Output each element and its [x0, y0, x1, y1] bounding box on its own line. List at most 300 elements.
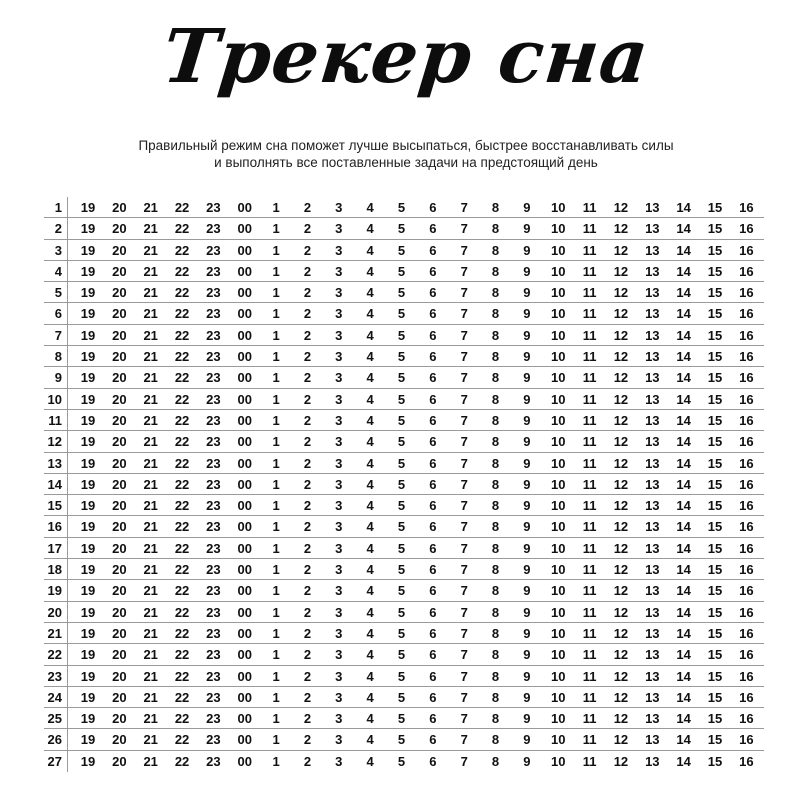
hour-cell-15[interactable]: 15: [707, 263, 723, 279]
hour-cell-9[interactable]: 9: [523, 455, 531, 471]
hour-cell-7[interactable]: 7: [460, 370, 468, 386]
hour-cell-12[interactable]: 12: [613, 732, 629, 748]
hour-cell-12[interactable]: 12: [613, 242, 629, 258]
hour-cell-21[interactable]: 21: [143, 562, 158, 578]
hour-cell-00[interactable]: 00: [237, 583, 252, 599]
hour-cell-14[interactable]: 14: [676, 647, 691, 663]
hour-cell-12[interactable]: 12: [613, 753, 629, 769]
hour-cell-00[interactable]: 00: [237, 455, 252, 471]
hour-cell-3[interactable]: 3: [335, 434, 343, 450]
hour-cell-16[interactable]: 16: [739, 221, 754, 237]
hour-cell-23[interactable]: 23: [206, 498, 221, 514]
hour-cell-4[interactable]: 4: [366, 498, 374, 514]
hour-cell-19[interactable]: 19: [80, 434, 96, 450]
hour-cell-2[interactable]: 2: [303, 668, 312, 684]
hour-cell-20[interactable]: 20: [112, 604, 127, 620]
hour-cell-21[interactable]: 21: [143, 583, 158, 599]
hour-cell-20[interactable]: 20: [112, 285, 127, 301]
hour-cell-4[interactable]: 4: [366, 711, 374, 727]
hour-cell-9[interactable]: 9: [523, 519, 531, 535]
hour-cell-3[interactable]: 3: [335, 583, 343, 599]
hour-cell-4[interactable]: 4: [366, 434, 374, 450]
hour-cell-13[interactable]: 13: [645, 476, 660, 492]
hour-cell-10[interactable]: 10: [551, 711, 566, 727]
hour-cell-14[interactable]: 14: [676, 476, 691, 492]
hour-cell-11[interactable]: 11: [582, 562, 597, 578]
hour-cell-14[interactable]: 14: [676, 412, 691, 428]
hour-cell-7[interactable]: 7: [460, 221, 468, 237]
hour-cell-3[interactable]: 3: [335, 732, 343, 748]
hour-cell-15[interactable]: 15: [707, 285, 723, 301]
hour-cell-7[interactable]: 7: [460, 455, 468, 471]
hour-cell-00[interactable]: 00: [237, 753, 252, 769]
hour-cell-20[interactable]: 20: [112, 242, 127, 258]
hour-cell-8[interactable]: 8: [491, 668, 500, 684]
hour-cell-10[interactable]: 10: [551, 306, 566, 322]
hour-cell-5[interactable]: 5: [397, 604, 406, 620]
hour-cell-14[interactable]: 14: [676, 285, 691, 301]
hour-cell-13[interactable]: 13: [645, 200, 660, 215]
hour-cell-10[interactable]: 10: [551, 562, 566, 578]
hour-cell-4[interactable]: 4: [366, 327, 374, 343]
hour-cell-1[interactable]: 1: [272, 647, 280, 663]
hour-cell-11[interactable]: 11: [582, 498, 597, 514]
hour-cell-1[interactable]: 1: [272, 349, 280, 365]
hour-cell-9[interactable]: 9: [523, 498, 531, 514]
hour-cell-10[interactable]: 10: [551, 221, 566, 237]
hour-cell-19[interactable]: 19: [80, 625, 96, 641]
hour-cell-1[interactable]: 1: [272, 498, 280, 514]
hour-cell-23[interactable]: 23: [206, 647, 221, 663]
hour-cell-13[interactable]: 13: [645, 540, 660, 556]
hour-cell-3[interactable]: 3: [335, 327, 343, 343]
hour-cell-21[interactable]: 21: [143, 604, 158, 620]
hour-cell-9[interactable]: 9: [523, 732, 531, 748]
hour-cell-6[interactable]: 6: [429, 412, 437, 428]
hour-cell-15[interactable]: 15: [707, 604, 723, 620]
hour-cell-12[interactable]: 12: [613, 412, 629, 428]
hour-cell-19[interactable]: 19: [80, 242, 96, 258]
hour-cell-15[interactable]: 15: [707, 476, 723, 492]
hour-cell-6[interactable]: 6: [429, 349, 437, 365]
hour-cell-22[interactable]: 22: [174, 711, 190, 727]
hour-cell-23[interactable]: 23: [206, 263, 221, 279]
hour-cell-5[interactable]: 5: [397, 263, 406, 279]
hour-cell-6[interactable]: 6: [429, 498, 437, 514]
hour-cell-16[interactable]: 16: [739, 519, 754, 535]
hour-cell-14[interactable]: 14: [676, 391, 691, 407]
hour-cell-22[interactable]: 22: [174, 221, 190, 237]
hour-cell-1[interactable]: 1: [272, 391, 280, 407]
hour-cell-8[interactable]: 8: [491, 327, 500, 343]
hour-cell-5[interactable]: 5: [397, 434, 406, 450]
hour-cell-11[interactable]: 11: [582, 306, 597, 322]
hour-cell-9[interactable]: 9: [523, 285, 531, 301]
hour-cell-7[interactable]: 7: [460, 349, 468, 365]
hour-cell-11[interactable]: 11: [582, 221, 597, 237]
hour-cell-5[interactable]: 5: [397, 540, 406, 556]
hour-cell-11[interactable]: 11: [582, 519, 597, 535]
hour-cell-2[interactable]: 2: [303, 263, 312, 279]
hour-cell-21[interactable]: 21: [143, 327, 158, 343]
hour-cell-22[interactable]: 22: [174, 540, 190, 556]
hour-cell-4[interactable]: 4: [366, 583, 374, 599]
hour-cell-00[interactable]: 00: [237, 242, 252, 258]
hour-cell-13[interactable]: 13: [645, 732, 660, 748]
hour-cell-12[interactable]: 12: [613, 498, 629, 514]
hour-cell-11[interactable]: 11: [582, 327, 597, 343]
hour-cell-12[interactable]: 12: [613, 263, 629, 279]
hour-cell-16[interactable]: 16: [739, 434, 754, 450]
hour-cell-7[interactable]: 7: [460, 242, 468, 258]
hour-cell-7[interactable]: 7: [460, 562, 468, 578]
hour-cell-14[interactable]: 14: [676, 370, 691, 386]
hour-cell-6[interactable]: 6: [429, 391, 437, 407]
hour-cell-16[interactable]: 16: [739, 625, 754, 641]
hour-cell-21[interactable]: 21: [143, 391, 158, 407]
hour-cell-20[interactable]: 20: [112, 753, 127, 769]
hour-cell-21[interactable]: 21: [143, 668, 158, 684]
hour-cell-6[interactable]: 6: [429, 562, 437, 578]
hour-cell-9[interactable]: 9: [523, 753, 531, 769]
hour-cell-22[interactable]: 22: [174, 349, 190, 365]
hour-cell-3[interactable]: 3: [335, 647, 343, 663]
hour-cell-21[interactable]: 21: [143, 370, 158, 386]
hour-cell-14[interactable]: 14: [676, 349, 691, 365]
hour-cell-3[interactable]: 3: [335, 604, 343, 620]
hour-cell-9[interactable]: 9: [523, 200, 531, 215]
hour-cell-00[interactable]: 00: [237, 562, 252, 578]
hour-cell-20[interactable]: 20: [112, 434, 127, 450]
hour-cell-4[interactable]: 4: [366, 242, 374, 258]
hour-cell-2[interactable]: 2: [303, 306, 312, 322]
hour-cell-7[interactable]: 7: [460, 327, 468, 343]
hour-cell-20[interactable]: 20: [112, 711, 127, 727]
hour-cell-12[interactable]: 12: [613, 604, 629, 620]
hour-cell-11[interactable]: 11: [582, 200, 597, 215]
hour-cell-5[interactable]: 5: [397, 327, 406, 343]
hour-cell-13[interactable]: 13: [645, 263, 660, 279]
hour-cell-22[interactable]: 22: [174, 370, 190, 386]
hour-cell-10[interactable]: 10: [551, 583, 566, 599]
hour-cell-14[interactable]: 14: [676, 434, 691, 450]
hour-cell-1[interactable]: 1: [272, 221, 280, 237]
hour-cell-8[interactable]: 8: [491, 476, 500, 492]
hour-cell-2[interactable]: 2: [303, 604, 312, 620]
hour-cell-16[interactable]: 16: [739, 498, 754, 514]
hour-cell-15[interactable]: 15: [707, 306, 723, 322]
hour-cell-4[interactable]: 4: [366, 732, 374, 748]
hour-cell-2[interactable]: 2: [303, 498, 312, 514]
hour-cell-6[interactable]: 6: [429, 711, 437, 727]
hour-cell-21[interactable]: 21: [143, 242, 158, 258]
hour-cell-14[interactable]: 14: [676, 711, 691, 727]
hour-cell-11[interactable]: 11: [582, 412, 597, 428]
hour-cell-23[interactable]: 23: [206, 221, 221, 237]
hour-cell-20[interactable]: 20: [112, 540, 127, 556]
hour-cell-3[interactable]: 3: [335, 263, 343, 279]
hour-cell-19[interactable]: 19: [80, 647, 96, 663]
hour-cell-4[interactable]: 4: [366, 647, 374, 663]
hour-cell-4[interactable]: 4: [366, 306, 374, 322]
hour-cell-7[interactable]: 7: [460, 753, 468, 769]
hour-cell-20[interactable]: 20: [112, 668, 127, 684]
hour-cell-6[interactable]: 6: [429, 604, 437, 620]
hour-cell-20[interactable]: 20: [112, 562, 127, 578]
hour-cell-21[interactable]: 21: [143, 306, 158, 322]
hour-cell-3[interactable]: 3: [335, 412, 343, 428]
hour-cell-9[interactable]: 9: [523, 434, 531, 450]
hour-cell-5[interactable]: 5: [397, 349, 406, 365]
hour-cell-9[interactable]: 9: [523, 370, 531, 386]
hour-cell-3[interactable]: 3: [335, 242, 343, 258]
hour-cell-22[interactable]: 22: [174, 668, 190, 684]
hour-cell-5[interactable]: 5: [397, 200, 406, 215]
hour-cell-16[interactable]: 16: [739, 732, 754, 748]
hour-cell-14[interactable]: 14: [676, 221, 691, 237]
hour-cell-14[interactable]: 14: [676, 604, 691, 620]
hour-cell-16[interactable]: 16: [739, 689, 754, 705]
hour-cell-6[interactable]: 6: [429, 370, 437, 386]
hour-cell-22[interactable]: 22: [174, 519, 190, 535]
hour-cell-2[interactable]: 2: [303, 625, 312, 641]
hour-cell-4[interactable]: 4: [366, 753, 374, 769]
hour-cell-6[interactable]: 6: [429, 434, 437, 450]
hour-cell-10[interactable]: 10: [551, 604, 566, 620]
hour-cell-15[interactable]: 15: [707, 540, 723, 556]
hour-cell-6[interactable]: 6: [429, 519, 437, 535]
hour-cell-3[interactable]: 3: [335, 625, 343, 641]
hour-cell-00[interactable]: 00: [237, 732, 252, 748]
hour-cell-11[interactable]: 11: [582, 455, 597, 471]
hour-cell-19[interactable]: 19: [80, 349, 96, 365]
hour-cell-8[interactable]: 8: [491, 540, 500, 556]
hour-cell-13[interactable]: 13: [645, 647, 660, 663]
hour-cell-00[interactable]: 00: [237, 263, 252, 279]
hour-cell-23[interactable]: 23: [206, 668, 221, 684]
hour-cell-19[interactable]: 19: [80, 519, 96, 535]
hour-cell-5[interactable]: 5: [397, 583, 406, 599]
hour-cell-3[interactable]: 3: [335, 349, 343, 365]
hour-cell-11[interactable]: 11: [582, 583, 597, 599]
hour-cell-5[interactable]: 5: [397, 498, 406, 514]
hour-cell-14[interactable]: 14: [676, 668, 691, 684]
hour-cell-9[interactable]: 9: [523, 476, 531, 492]
hour-cell-9[interactable]: 9: [523, 540, 531, 556]
hour-cell-1[interactable]: 1: [272, 519, 280, 535]
hour-cell-23[interactable]: 23: [206, 349, 221, 365]
hour-cell-16[interactable]: 16: [739, 391, 754, 407]
hour-cell-2[interactable]: 2: [303, 753, 312, 769]
hour-cell-00[interactable]: 00: [237, 200, 252, 215]
hour-cell-13[interactable]: 13: [645, 242, 660, 258]
hour-cell-00[interactable]: 00: [237, 498, 252, 514]
hour-cell-11[interactable]: 11: [582, 711, 597, 727]
hour-cell-00[interactable]: 00: [237, 519, 252, 535]
hour-cell-4[interactable]: 4: [366, 370, 374, 386]
hour-cell-4[interactable]: 4: [366, 689, 374, 705]
hour-cell-12[interactable]: 12: [613, 562, 629, 578]
hour-cell-4[interactable]: 4: [366, 562, 374, 578]
hour-cell-6[interactable]: 6: [429, 327, 437, 343]
hour-cell-8[interactable]: 8: [491, 412, 500, 428]
hour-cell-6[interactable]: 6: [429, 732, 437, 748]
hour-cell-1[interactable]: 1: [272, 412, 280, 428]
hour-cell-19[interactable]: 19: [80, 668, 96, 684]
hour-cell-13[interactable]: 13: [645, 604, 660, 620]
hour-cell-22[interactable]: 22: [174, 625, 190, 641]
hour-cell-10[interactable]: 10: [551, 434, 566, 450]
hour-cell-5[interactable]: 5: [397, 412, 406, 428]
hour-cell-1[interactable]: 1: [272, 306, 280, 322]
hour-cell-10[interactable]: 10: [551, 519, 566, 535]
hour-cell-10[interactable]: 10: [551, 455, 566, 471]
hour-cell-2[interactable]: 2: [303, 562, 312, 578]
hour-cell-1[interactable]: 1: [272, 689, 280, 705]
hour-cell-2[interactable]: 2: [303, 285, 312, 301]
hour-cell-20[interactable]: 20: [112, 200, 127, 215]
hour-cell-12[interactable]: 12: [613, 647, 629, 663]
hour-cell-00[interactable]: 00: [237, 540, 252, 556]
hour-cell-11[interactable]: 11: [582, 349, 597, 365]
hour-cell-11[interactable]: 11: [582, 689, 597, 705]
hour-cell-8[interactable]: 8: [491, 498, 500, 514]
hour-cell-23[interactable]: 23: [206, 625, 221, 641]
hour-cell-12[interactable]: 12: [613, 221, 629, 237]
hour-cell-16[interactable]: 16: [739, 668, 754, 684]
hour-cell-19[interactable]: 19: [80, 604, 96, 620]
hour-cell-13[interactable]: 13: [645, 370, 660, 386]
hour-cell-23[interactable]: 23: [206, 562, 221, 578]
hour-cell-7[interactable]: 7: [460, 476, 468, 492]
hour-cell-2[interactable]: 2: [303, 519, 312, 535]
hour-cell-7[interactable]: 7: [460, 583, 468, 599]
hour-cell-10[interactable]: 10: [551, 540, 566, 556]
hour-cell-2[interactable]: 2: [303, 455, 312, 471]
hour-cell-7[interactable]: 7: [460, 604, 468, 620]
hour-cell-11[interactable]: 11: [582, 370, 597, 386]
hour-cell-9[interactable]: 9: [523, 327, 531, 343]
hour-cell-15[interactable]: 15: [707, 562, 723, 578]
hour-cell-2[interactable]: 2: [303, 689, 312, 705]
hour-cell-14[interactable]: 14: [676, 519, 691, 535]
hour-cell-16[interactable]: 16: [739, 604, 754, 620]
hour-cell-14[interactable]: 14: [676, 625, 691, 641]
hour-cell-14[interactable]: 14: [676, 306, 691, 322]
hour-cell-16[interactable]: 16: [739, 327, 754, 343]
hour-cell-6[interactable]: 6: [429, 625, 437, 641]
hour-cell-6[interactable]: 6: [429, 455, 437, 471]
hour-cell-6[interactable]: 6: [429, 583, 437, 599]
hour-cell-23[interactable]: 23: [206, 200, 221, 215]
hour-cell-19[interactable]: 19: [80, 689, 96, 705]
hour-cell-10[interactable]: 10: [551, 625, 566, 641]
hour-cell-14[interactable]: 14: [676, 327, 691, 343]
hour-cell-8[interactable]: 8: [491, 732, 500, 748]
hour-cell-20[interactable]: 20: [112, 583, 127, 599]
hour-cell-1[interactable]: 1: [272, 668, 280, 684]
hour-cell-10[interactable]: 10: [551, 391, 566, 407]
hour-cell-4[interactable]: 4: [366, 476, 374, 492]
hour-cell-7[interactable]: 7: [460, 306, 468, 322]
hour-cell-7[interactable]: 7: [460, 689, 468, 705]
hour-cell-3[interactable]: 3: [335, 753, 343, 769]
hour-cell-1[interactable]: 1: [272, 200, 280, 215]
hour-cell-10[interactable]: 10: [551, 647, 566, 663]
hour-cell-16[interactable]: 16: [739, 583, 754, 599]
hour-cell-00[interactable]: 00: [237, 412, 252, 428]
hour-cell-11[interactable]: 11: [582, 434, 597, 450]
hour-cell-20[interactable]: 20: [112, 625, 127, 641]
hour-cell-10[interactable]: 10: [551, 370, 566, 386]
hour-cell-19[interactable]: 19: [80, 476, 96, 492]
hour-cell-4[interactable]: 4: [366, 519, 374, 535]
hour-cell-12[interactable]: 12: [613, 306, 629, 322]
hour-cell-15[interactable]: 15: [707, 583, 723, 599]
hour-cell-16[interactable]: 16: [739, 306, 754, 322]
hour-cell-8[interactable]: 8: [491, 370, 500, 386]
hour-cell-10[interactable]: 10: [551, 242, 566, 258]
hour-cell-16[interactable]: 16: [739, 711, 754, 727]
hour-cell-6[interactable]: 6: [429, 668, 437, 684]
hour-cell-13[interactable]: 13: [645, 583, 660, 599]
hour-cell-20[interactable]: 20: [112, 349, 127, 365]
hour-cell-10[interactable]: 10: [551, 412, 566, 428]
hour-cell-16[interactable]: 16: [739, 412, 754, 428]
hour-cell-23[interactable]: 23: [206, 434, 221, 450]
hour-cell-16[interactable]: 16: [739, 476, 754, 492]
hour-cell-16[interactable]: 16: [739, 647, 754, 663]
hour-cell-11[interactable]: 11: [582, 668, 597, 684]
hour-cell-20[interactable]: 20: [112, 391, 127, 407]
hour-cell-13[interactable]: 13: [645, 306, 660, 322]
hour-cell-15[interactable]: 15: [707, 370, 723, 386]
hour-cell-1[interactable]: 1: [272, 455, 280, 471]
hour-cell-22[interactable]: 22: [174, 753, 190, 769]
hour-cell-19[interactable]: 19: [80, 732, 96, 748]
hour-cell-10[interactable]: 10: [551, 349, 566, 365]
hour-cell-3[interactable]: 3: [335, 391, 343, 407]
hour-cell-16[interactable]: 16: [739, 540, 754, 556]
hour-cell-4[interactable]: 4: [366, 668, 374, 684]
hour-cell-6[interactable]: 6: [429, 647, 437, 663]
hour-cell-22[interactable]: 22: [174, 327, 190, 343]
hour-cell-19[interactable]: 19: [80, 285, 96, 301]
hour-cell-7[interactable]: 7: [460, 732, 468, 748]
hour-cell-8[interactable]: 8: [491, 455, 500, 471]
hour-cell-19[interactable]: 19: [80, 711, 96, 727]
hour-cell-1[interactable]: 1: [272, 285, 280, 301]
hour-cell-23[interactable]: 23: [206, 242, 221, 258]
hour-cell-15[interactable]: 15: [707, 668, 723, 684]
hour-cell-15[interactable]: 15: [707, 689, 723, 705]
hour-cell-11[interactable]: 11: [582, 476, 597, 492]
hour-cell-6[interactable]: 6: [429, 306, 437, 322]
hour-cell-7[interactable]: 7: [460, 540, 468, 556]
hour-cell-13[interactable]: 13: [645, 625, 660, 641]
hour-cell-3[interactable]: 3: [335, 221, 343, 237]
hour-cell-8[interactable]: 8: [491, 604, 500, 620]
hour-cell-16[interactable]: 16: [739, 263, 754, 279]
hour-cell-15[interactable]: 15: [707, 711, 723, 727]
hour-cell-20[interactable]: 20: [112, 370, 127, 386]
hour-cell-2[interactable]: 2: [303, 327, 312, 343]
hour-cell-5[interactable]: 5: [397, 306, 406, 322]
hour-cell-2[interactable]: 2: [303, 732, 312, 748]
hour-cell-00[interactable]: 00: [237, 327, 252, 343]
hour-cell-2[interactable]: 2: [303, 711, 312, 727]
hour-cell-13[interactable]: 13: [645, 349, 660, 365]
